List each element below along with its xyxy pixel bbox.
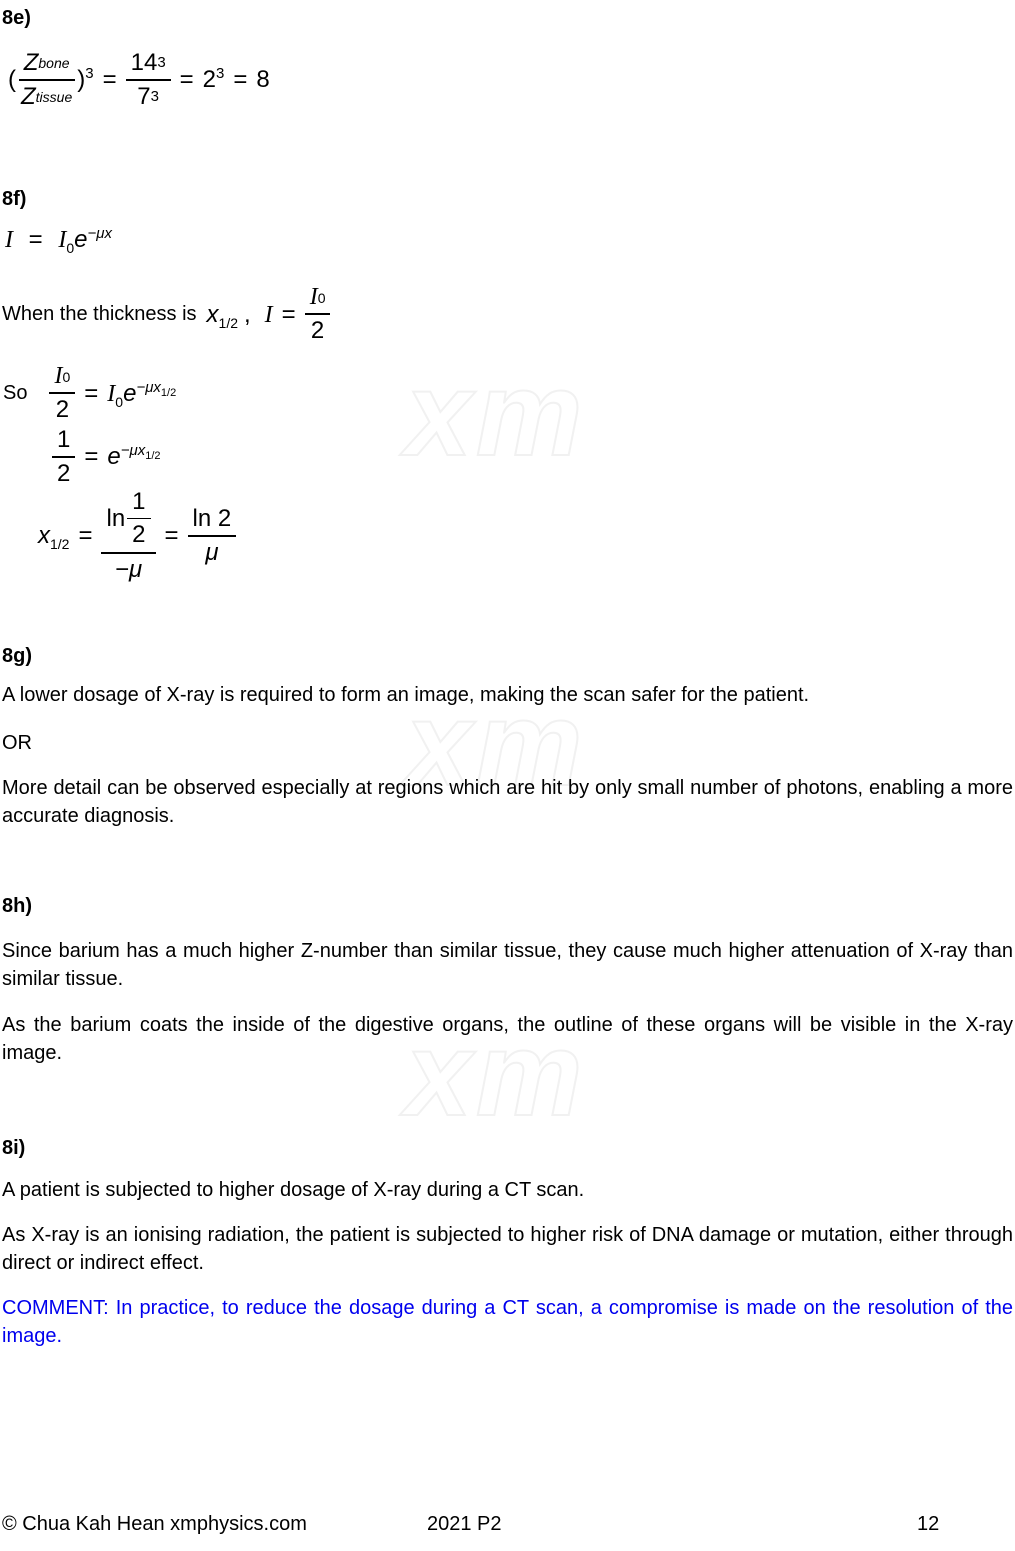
comment-note: COMMENT: In practice, to reduce the dosage during a CT scan, a compromise is made on the resolution of the image. [2, 1297, 1013, 1347]
equals-sign: = [179, 66, 194, 93]
fraction-i0-2: I 0 2 [49, 362, 75, 425]
xhalf-equation-line [38, 486, 236, 585]
math-x-half-comma: $x_{1/2}$ , [206, 300, 251, 331]
math-i-equals: I = [264, 300, 296, 328]
xm-watermark: xm [405, 677, 587, 811]
half-equation-line [52, 425, 161, 489]
equals-sign: = [102, 66, 117, 93]
fraction-zbone-ztissue: Z bone Z tissue [16, 48, 77, 112]
xm-watermark: xm [405, 347, 587, 481]
footer-copyright: © Chua Kah Hean xmphysics.com [2, 1513, 307, 1535]
fraction-1-2: $\frac{1}{2}$ [52, 425, 75, 489]
section-heading-8g: 8g) [2, 645, 32, 667]
answer-8g-or: OR [2, 732, 32, 754]
fraction-ln2-mu: $\frac{\ln 2}{\mu}$ [188, 504, 237, 568]
equals-sign: = [164, 521, 179, 549]
answer-8h-paragraph-1: Since barium has a much higher Z-number than similar tissue, they cause much higher attenuation of X-ray than similar tissue. [2, 940, 1013, 990]
math-i0-exp-halfthickness: $I_0e^{-\mu x_{1/2}}$ [107, 378, 177, 410]
math-i-equals-i0-exp: $I = I_0e^{-\mu x}$ [5, 225, 112, 256]
neg-mu: −μ [114, 556, 143, 583]
math-result-8: 8 [256, 66, 270, 93]
equation-attenuation [5, 226, 112, 254]
var-z-bone: Z [23, 49, 39, 76]
when-thickness-text: When the thickness is [2, 303, 197, 325]
section-heading-8f: 8f) [2, 188, 27, 210]
math-exp-halfthickness: $e^{-\mu x_{1/2}}$ [107, 442, 161, 470]
section-heading-8e: 8e) [2, 7, 31, 29]
fraction-1-2: $\frac{1}{2}$ [127, 487, 150, 550]
when-thickness-line [2, 283, 330, 346]
den-7: 7 [137, 83, 151, 110]
answer-8g-paragraph-1: A lower dosage of X-ray is required to form an image, making the scan safer for the patient. [2, 684, 810, 706]
fraction-lnhalf-negmu [101, 486, 155, 585]
answer-8g-paragraph-2: More detail can be observed especially at regions which are hit by only small number of photons, enabling a more accurate diagnosis. [2, 777, 1013, 827]
math-2-cubed: $2^3$ [202, 65, 225, 93]
equals-sign: = [84, 443, 99, 470]
ln-text: ln [106, 504, 126, 532]
num-14: 14 [130, 49, 158, 76]
section-heading-8h: 8h) [2, 895, 32, 917]
answer-8h-paragraph-2: As the barium coats the inside of the digestive organs, the outline of these organs will be visible in the X-ray image. [2, 1014, 1013, 1064]
var-z-tissue: Z [21, 83, 36, 110]
mu: μ [205, 538, 219, 566]
so-text: So [3, 382, 28, 404]
math-x-half: $x_{1/2}$ [38, 521, 70, 552]
math-rparen-cubed: )$^3$ [77, 65, 94, 93]
footer-paper-label: 2021 P2 [427, 1513, 502, 1535]
answer-8i-paragraph-1: A patient is subjected to higher dosage of X-ray during a CT scan. [2, 1179, 585, 1201]
equation-8e [8, 48, 270, 112]
answer-8i-paragraph-2: As X-ray is an ionising radiation, the patient is subjected to higher risk of DNA damage or mutation, either through direct or indirect effect. [2, 1224, 1013, 1274]
footer-page-number: 12 [917, 1513, 940, 1535]
fraction-i0-2: I 0 2 [305, 283, 331, 346]
equals-sign: = [233, 66, 248, 93]
fraction-14cubed-7cubed: 14 3 7 3 [126, 48, 171, 112]
section-heading-8i: 8i) [2, 1137, 26, 1159]
math-lparen: ( [8, 66, 16, 93]
equals-sign: = [84, 379, 99, 407]
xm-watermark: xm [405, 1007, 587, 1141]
equals-sign: = [78, 521, 93, 549]
so-equation-line [3, 362, 176, 425]
